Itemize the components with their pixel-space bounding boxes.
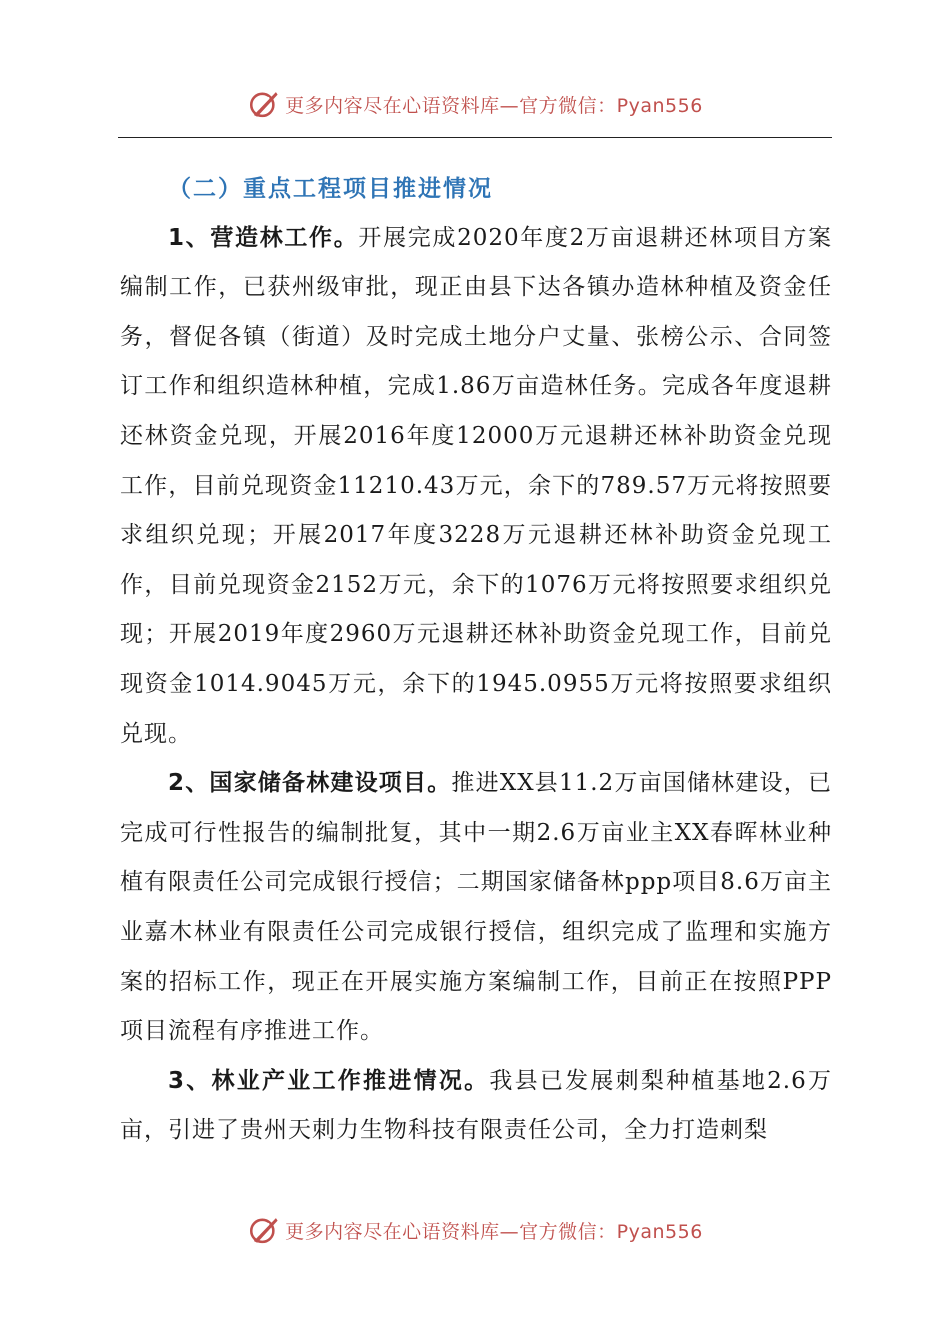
paragraph-heading: 1、营造林工作。 [168, 224, 359, 251]
paragraph-body: 我县已发展刺梨种植基地2.6万亩，引进了贵州天刺力生物科技有限责任公司，全力打造刺梨 [120, 1067, 832, 1144]
paragraph-forestry-industry [120, 1057, 832, 1156]
paragraph-heading: 3、林业产业工作推进情况。 [168, 1067, 490, 1094]
document-body [120, 164, 832, 1156]
paragraph-body: 开展完成2020年度2万亩退耕还林项目方案编制工作，已获州级审批，现正由县下达各镇办造林种植及资金任务，督促各镇（街道）及时完成土地分户丈量、张榜公示、合同签订工作和组织造林种植，完成1.86万亩造林任务。完成各年度退耕还林资金兑现，开展2016年度12000万元退耕还林补助资金兑现工作，目前兑现资金11210.43万元，余下的789.57万元将按照要求组织兑现；开展2017年度3228万元退耕还林补助资金兑现工作，目前兑现资金2152万元，余下的1076万元将按照要求组织兑现；开展2019年度2960万元退耕还林补助资金兑现工作，目前兑现资金1014.9045万元，余下的1945.0955万元将按照要求组织兑现。 [120, 224, 832, 747]
paragraph-afforestation [120, 214, 832, 760]
paragraph-body: 推进XX县11.2万亩国储林建设，已完成可行性报告的编制批复，其中一期2.6万亩业主XX春晖林业种植有限责任公司完成银行授信；二期国家储备林ppp项目8.6万亩主业嘉木林业有限责任公司完成银行授信，组织完成了监理和实施方案的招标工作，现正在开展实施方案编制工作，目前正在按照PPP项目流程有序推进工作。 [120, 770, 832, 1045]
quill-logo-icon [247, 1213, 281, 1247]
footer-banner [0, 1208, 950, 1252]
banner-text: 更多内容尽在心语资料库—官方微信：Pyan556 [285, 94, 703, 117]
header-banner [0, 82, 950, 126]
paragraph-reserve-forest [120, 759, 832, 1057]
paragraph-heading: 2、国家储备林建设项目。 [168, 770, 452, 797]
banner-text: 更多内容尽在心语资料库—官方微信：Pyan556 [285, 1220, 703, 1243]
quill-logo-icon [247, 87, 281, 121]
section-title: （二）重点工程项目推进情况 [168, 175, 493, 202]
header-divider [118, 137, 832, 138]
